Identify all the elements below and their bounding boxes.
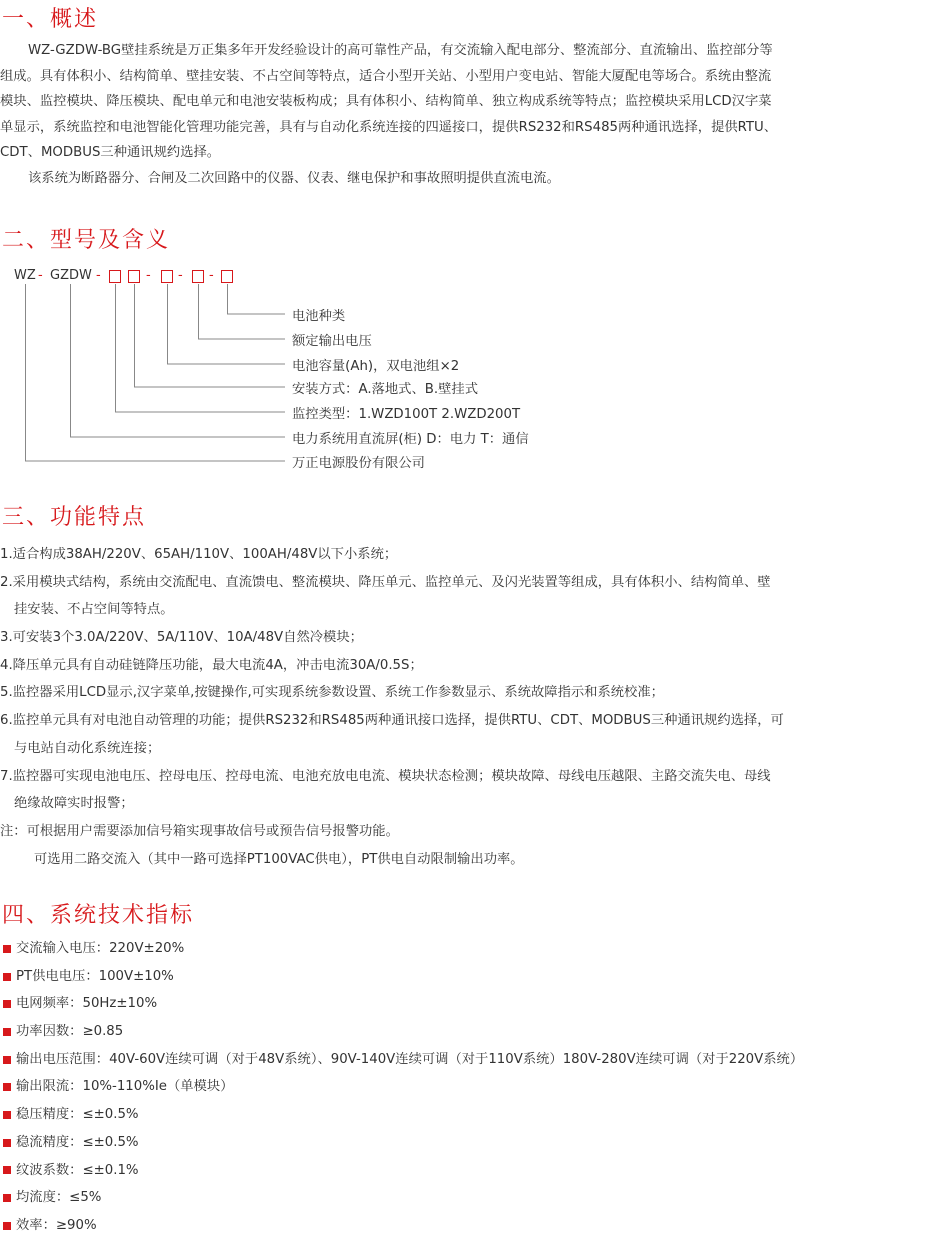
spec-item: [0, 1157, 945, 1185]
feature-item: 1.适合构成38AH/220V、65AH/110V、100AH/48V以下小系统；: [0, 547, 398, 562]
model-prefix-wz: WZ: [14, 268, 36, 283]
model-separator: -: [96, 268, 101, 283]
feature-item: 与电站自动化系统连接；: [14, 740, 161, 756]
model-separator: -: [146, 268, 151, 283]
feature-item: 2.采用模块式结构，系统由交流配电、直流馈电、整流模块、降压单元、监控单元、及闪光装置等组成，具有体积小、结构简单、壁: [0, 574, 771, 590]
red-square-bullet-icon: [3, 1166, 11, 1174]
model-separator: -: [38, 268, 43, 283]
overview-line: 单显示，系统监控和电池智能化管理功能完善，具有与自动化系统连接的四遥接口，提供RS232和RS485两种通讯选择，提供RTU、: [0, 119, 778, 135]
feature-item: 6.监控单元具有对电池自动管理的功能；提供RS232和RS485两种通讯接口选择，提供RTU、CDT、MODBUS三种通讯规约选择，可: [0, 713, 784, 729]
spec-text: 功率因数：≥0.85: [16, 1024, 124, 1040]
spec-item: [0, 1212, 945, 1240]
spec-text: 稳压精度：≤±0.5%: [16, 1107, 139, 1123]
model-label: 电力系统用直流屏(柜) D：电力 T：通信: [292, 432, 529, 447]
feature-item: 4.降压单元具有自动硅链降压功能，最大电流4A，冲击电流30A/0.5S；: [0, 657, 423, 673]
feature-item: 3.可安装3个3.0A/220V、5A/110V、10A/48V自然冷模块；: [0, 630, 363, 646]
section-title-model: 二、型号及含义: [2, 228, 171, 253]
spec-item: [0, 1184, 945, 1212]
spec-text: 输出限流：10%-110%Ie（单模块）: [16, 1079, 234, 1095]
section-title-features: 三、功能特点: [2, 505, 147, 530]
spec-text: 纹波系数：≤±0.1%: [16, 1162, 139, 1178]
spec-text: PT供电电压：100V±10%: [16, 968, 174, 984]
overview-paragraph-2: 该系统为断路器分、合闸及二次回路中的仪器、仪表、继电保护和事故照明提供直流电流。: [28, 170, 560, 186]
overview-line: 组成。具有体积小、结构简单、壁挂安装、不占空间等特点，适合小型开关站、小型用户变电站、智能大厦配电等场合。系统由整流: [0, 68, 772, 84]
features-list: [0, 541, 945, 873]
connector-line: [135, 284, 286, 387]
connector-line: [228, 284, 286, 314]
model-separator: -: [178, 268, 183, 283]
model-label: 电池容量(Ah)，双电池组×2: [292, 359, 460, 374]
red-square-bullet-icon: [3, 1194, 11, 1202]
spec-text: 稳流精度：≤±0.5%: [16, 1134, 139, 1150]
spec-item: [0, 1073, 945, 1101]
red-square-bullet-icon: [3, 1139, 11, 1147]
connector-line: [199, 284, 286, 339]
feature-item: 挂安装、不占空间等特点。: [14, 602, 174, 618]
model-label: 电池种类: [292, 309, 346, 324]
spec-text: 效率：≥90%: [16, 1217, 97, 1233]
red-square-bullet-icon: [3, 973, 11, 981]
connector-line: [71, 284, 286, 437]
spec-text: 电网频率：50Hz±10%: [16, 996, 158, 1012]
model-prefix-gzdw: GZDW: [50, 268, 92, 283]
spec-item: [0, 1101, 945, 1129]
model-separator: -: [209, 268, 214, 283]
feature-item: 5.监控器采用LCD显示,汉字菜单,按键操作,可实现系统参数设置、系统工作参数显示、系统故障指示和系统校准；: [0, 685, 664, 701]
spec-item: [0, 990, 945, 1018]
connector-line: [26, 284, 286, 461]
spec-item: [0, 1046, 945, 1074]
overview-line: WZ-GZDW-BG壁挂系统是万正集多年开发经验设计的高可靠性产品，有交流输入配电部分、整流部分、直流输出、监控部分等: [28, 43, 773, 58]
spec-item: [0, 1129, 945, 1157]
red-square-bullet-icon: [3, 1083, 11, 1091]
model-label: 监控类型：1.WZD100T 2.WZD200T: [292, 407, 521, 422]
overview-line: CDT、MODBUS三种通讯规约选择。: [0, 145, 221, 160]
spec-text: 均流度：≤5%: [16, 1190, 102, 1206]
model-label: 额定输出电压: [292, 334, 372, 349]
spec-item: [0, 935, 945, 963]
overview-line: 模块、监控模块、降压模块、配电单元和电池安装板构成；具有体积小、结构简单、独立构成系统等特点；监控模块采用LCD汉字菜: [0, 94, 772, 109]
section-title-specs: 四、系统技术指标: [2, 903, 195, 928]
feature-item: 绝缘故障实时报警；: [14, 796, 134, 812]
feature-item: 可选用二路交流入（其中一路可选择PT100VAC供电），PT供电自动限制输出功率。: [34, 851, 524, 867]
feature-item: 7.监控器可实现电池电压、控母电压、控母电流、电池充放电电流、模块状态检测；模块故障、母线电压越限、主路交流失电、母线: [0, 768, 771, 784]
spec-item: [0, 1018, 945, 1046]
red-square-bullet-icon: [3, 1111, 11, 1119]
specs-list: [0, 935, 945, 1240]
spec-text: 交流输入电压：220V±20%: [16, 941, 185, 956]
red-square-bullet-icon: [3, 1028, 11, 1036]
connector-line: [116, 284, 286, 412]
red-square-bullet-icon: [3, 945, 11, 953]
spec-text: 输出电压范围：40V-60V连续可调（对于48V系统）、90V-140V连续可调（对于110V系统）180V-280V连续可调（对于220V系统）: [16, 1051, 804, 1067]
model-label: 安装方式：A.落地式、B.壁挂式: [292, 382, 479, 397]
red-square-bullet-icon: [3, 1222, 11, 1230]
model-label: 万正电源股份有限公司: [292, 456, 425, 471]
connector-line: [168, 284, 286, 364]
red-square-bullet-icon: [3, 1056, 11, 1064]
feature-item: 注：可根据用户需要添加信号箱实现事故信号或预告信号报警功能。: [0, 823, 399, 839]
section-title-overview: 一、概述: [2, 7, 99, 32]
red-square-bullet-icon: [3, 1000, 11, 1008]
spec-item: [0, 963, 945, 991]
